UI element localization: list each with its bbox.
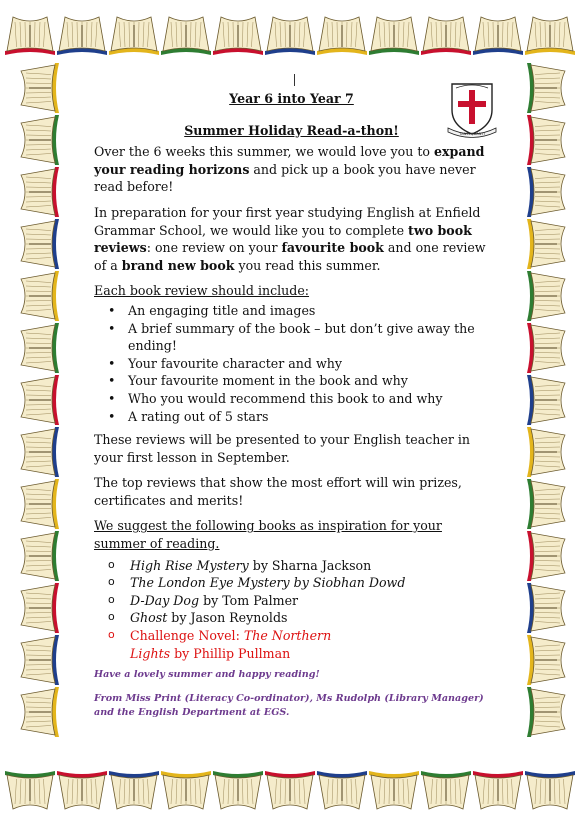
book-icon (473, 17, 523, 55)
suggest-heading: We suggest the following books as inspiration for your summer of reading. (94, 518, 442, 552)
list-item: • A rating out of 5 stars (128, 408, 489, 426)
signoff-message: From Miss Print (Literacy Co-ordinator), Ms Rudolph (Library Manager) and the English Department at EGS. (94, 693, 484, 719)
book-icon (527, 115, 565, 165)
book-icon (57, 17, 107, 55)
book-list (94, 557, 489, 663)
book-icon (473, 771, 523, 809)
book-icon (527, 271, 565, 321)
book-icon (21, 479, 59, 529)
book-icon (369, 771, 419, 809)
book-icon (421, 17, 471, 55)
presented-paragraph: These reviews will be presented to your English teacher in your first lesson in September. (94, 432, 470, 465)
book-icon (21, 115, 59, 165)
book-icon (21, 427, 59, 477)
list-item: • Who you would recommend this book to and why (128, 390, 489, 408)
closing-message: Have a lovely summer and happy reading! (94, 669, 320, 681)
list-item: o The London Eye Mystery by Siobhan Dowd (130, 574, 489, 592)
book-icon (527, 583, 565, 633)
book-icon (525, 771, 575, 809)
book-icon (525, 17, 575, 55)
book-icon (57, 771, 107, 809)
book-icon (21, 323, 59, 373)
book-icon (317, 17, 367, 55)
book-icon (527, 635, 565, 685)
book-icon (109, 771, 159, 809)
book-icon (421, 771, 471, 809)
book-icon (21, 63, 59, 113)
challenge-novel-item: o Challenge Novel: The Northern Lights by Phillip Pullman (130, 627, 340, 662)
book-icon (527, 167, 565, 217)
book-icon (21, 375, 59, 425)
book-icon (21, 635, 59, 685)
book-icon (161, 17, 211, 55)
book-icon (369, 17, 419, 55)
book-icon (527, 375, 565, 425)
book-icon (265, 771, 315, 809)
book-icon (527, 63, 565, 113)
book-icon (527, 479, 565, 529)
book-icon (21, 687, 59, 737)
book-icon (213, 17, 263, 55)
intro-paragraph: Over the 6 weeks this summer, we would love you to expand your reading horizons and pick up a book you have never read before! (94, 144, 485, 195)
review-heading: Each book review should include: (94, 283, 310, 299)
review-list (94, 302, 489, 425)
book-icon (527, 323, 565, 373)
preparation-paragraph: In preparation for your first year studying English at Enfield Grammar School, we would like you to complete two book reviews: one review on your favourite book and one review of a brand new book you read this summer. (94, 204, 486, 273)
text-cursor (294, 74, 295, 86)
book-icon (527, 219, 565, 269)
book-icon (265, 17, 315, 55)
book-icon (21, 531, 59, 581)
prizes-paragraph: The top reviews that show the most effort will win prizes, certificates and merits! (94, 475, 462, 508)
book-icon (527, 531, 565, 581)
book-icon (5, 17, 55, 55)
book-icon (109, 17, 159, 55)
list-item: • An engaging title and images (128, 302, 489, 320)
book-icon (213, 771, 263, 809)
book-icon (21, 219, 59, 269)
crest-motto: TANTI QUANTI (459, 132, 485, 136)
book-icon (21, 271, 59, 321)
book-icon (161, 771, 211, 809)
list-item: • A brief summary of the book – but don’t give away the ending! (128, 320, 489, 355)
title-year: Year 6 into Year 7 (229, 91, 354, 106)
title-readathon: Summer Holiday Read-a-thon! (184, 122, 399, 138)
list-item: o High Rise Mystery by Sharna Jackson (130, 557, 489, 575)
book-icon (317, 771, 367, 809)
book-icon (527, 687, 565, 737)
book-icon (21, 583, 59, 633)
list-item: o Ghost by Jason Reynolds (130, 609, 489, 627)
flyer-content (94, 88, 489, 720)
list-item: • Your favourite moment in the book and why (128, 372, 489, 390)
list-item: • Your favourite character and why (128, 355, 489, 373)
list-item: o D-Day Dog by Tom Palmer (130, 592, 489, 610)
book-icon (527, 427, 565, 477)
book-icon (21, 167, 59, 217)
book-icon (5, 771, 55, 809)
